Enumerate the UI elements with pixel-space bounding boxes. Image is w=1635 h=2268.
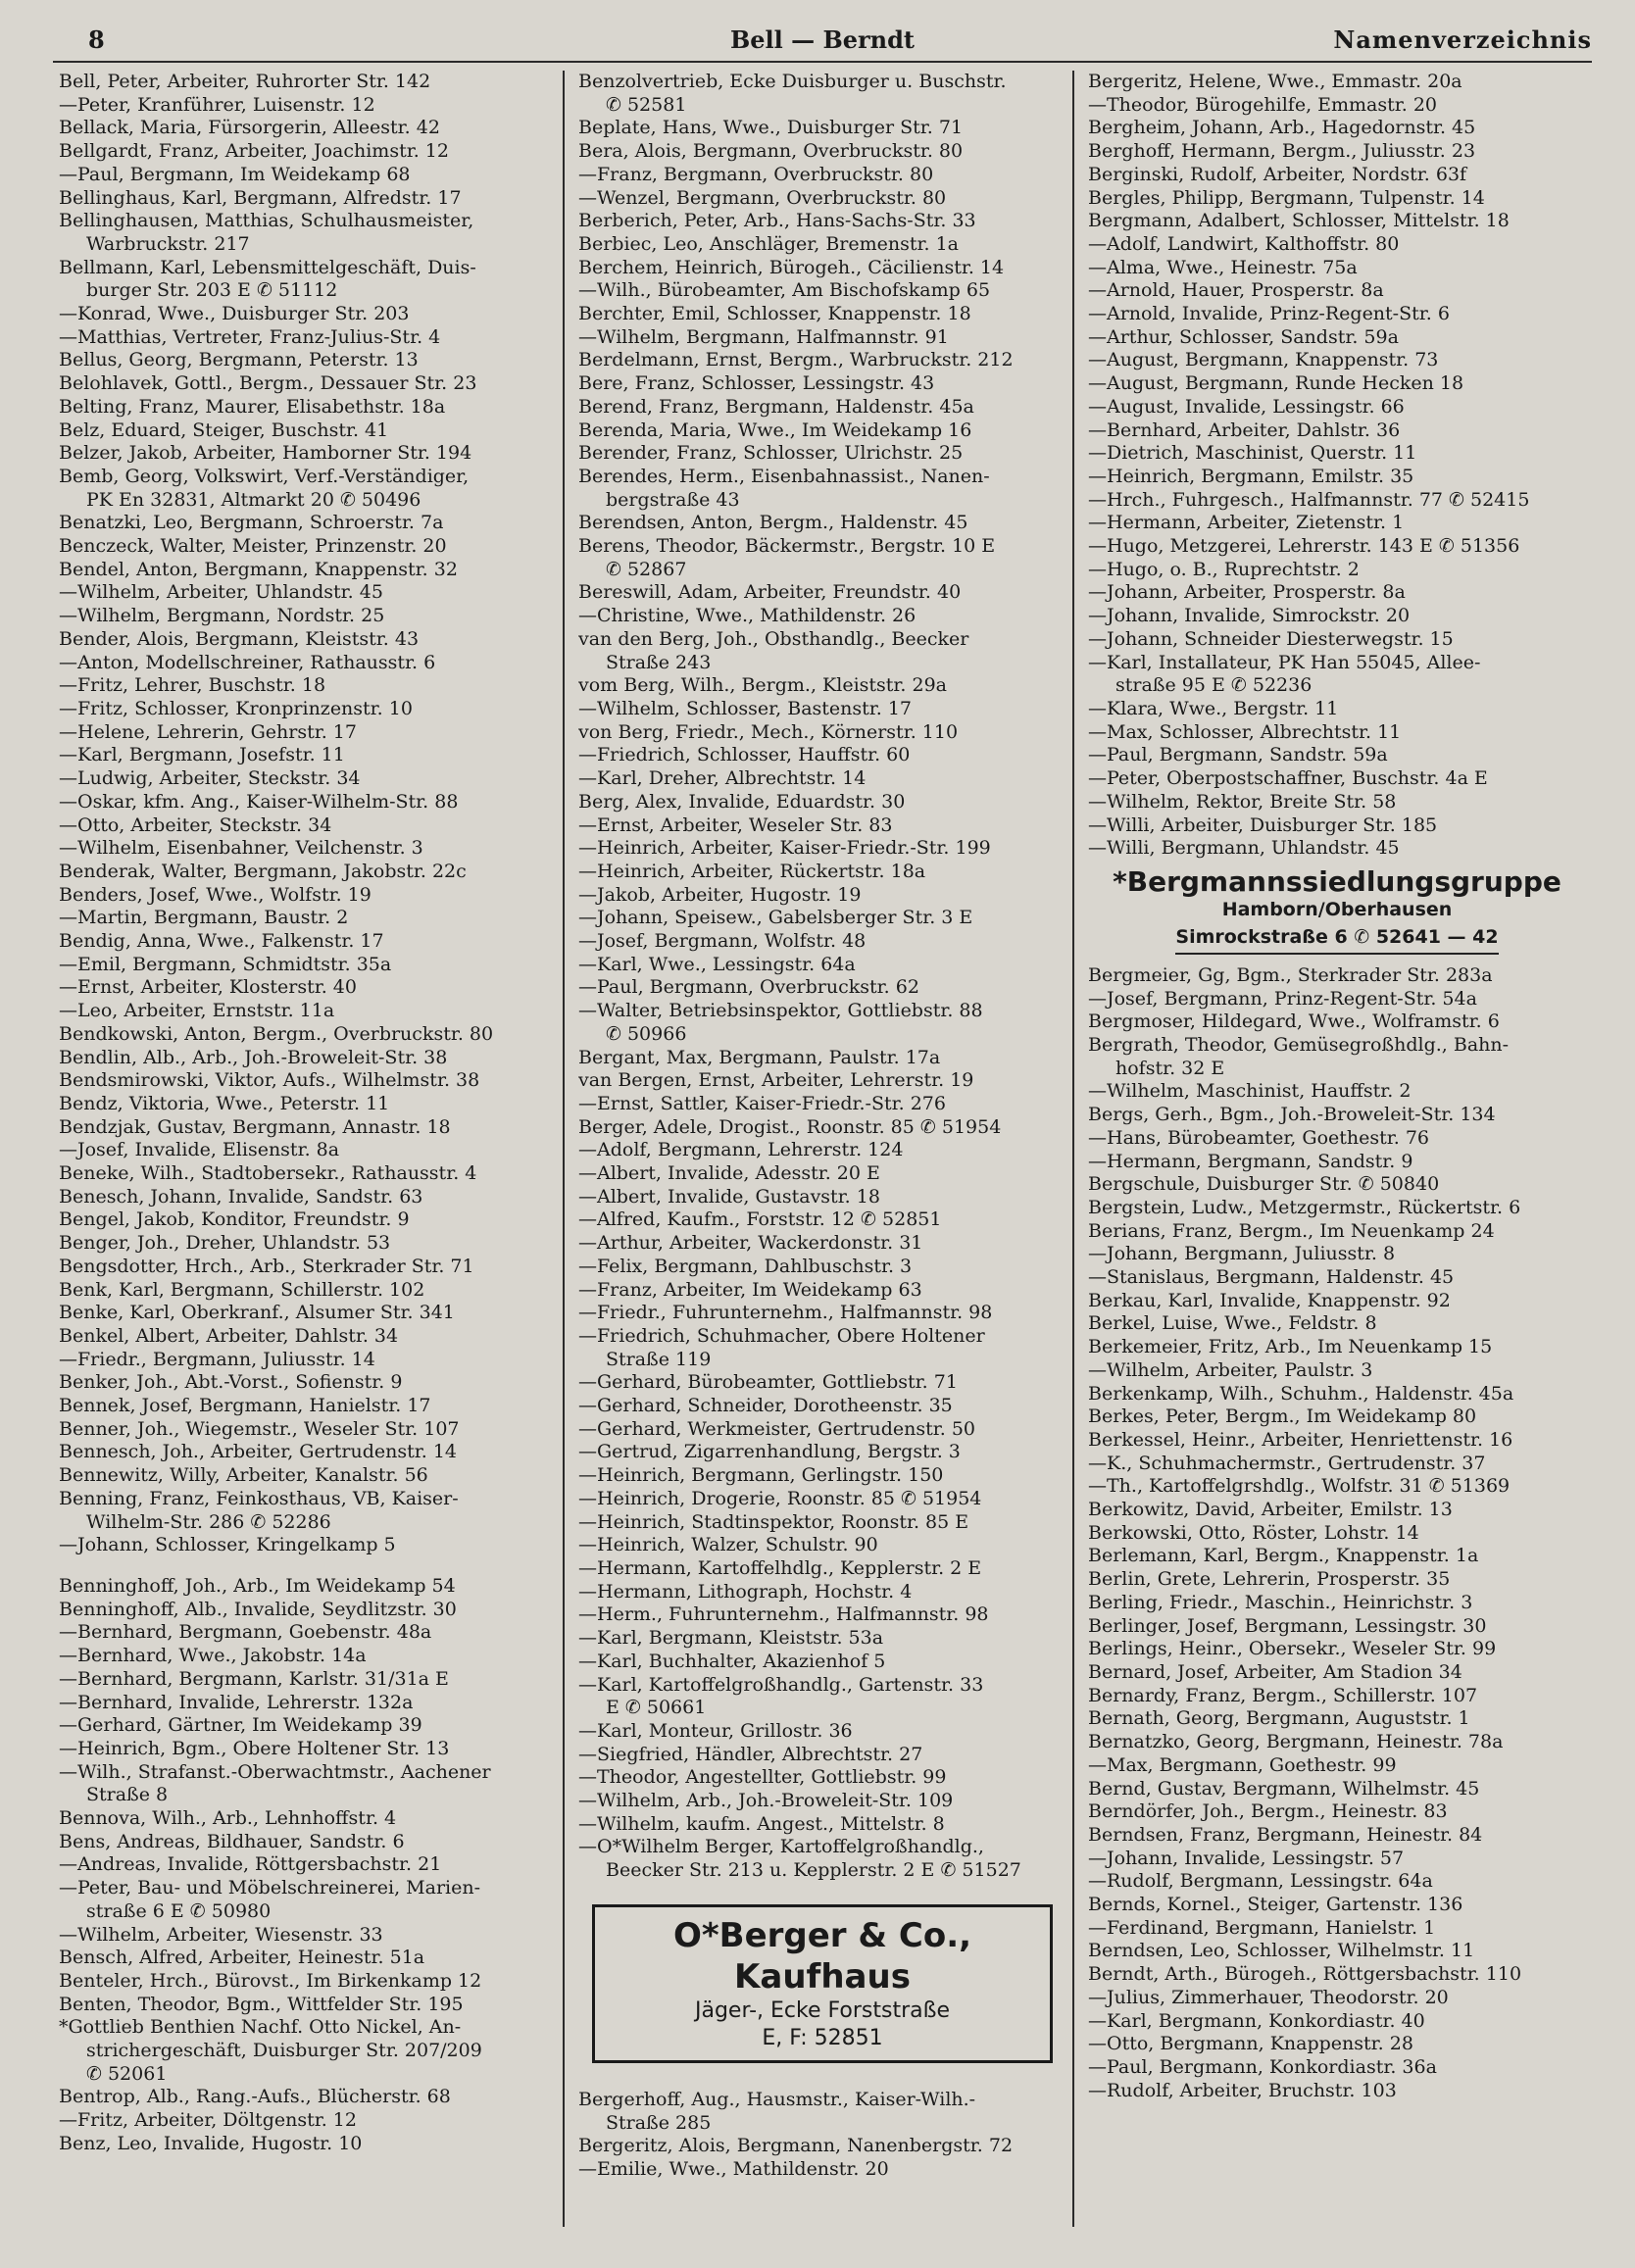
- ad-phone: E, F: 52851: [762, 2025, 883, 2050]
- directory-entry: Benger, Joh., Dreher, Uhlandstr. 53: [59, 1232, 391, 1255]
- columns: [53, 71, 1592, 2227]
- directory-entry: —K., Schuhmachermstr., Gertrudenstr. 37: [1088, 1452, 1486, 1474]
- directory-entry: —Heinrich, Arbeiter, Kaiser-Friedr.-Str. 199: [578, 837, 991, 860]
- directory-entry: Berenda, Maria, Wwe., Im Weidekamp 16: [578, 419, 972, 441]
- directory-entry: Berend, Franz, Bergmann, Haldenstr. 45a: [578, 395, 974, 418]
- directory-entry: Berchem, Heinrich, Bürogeh., Cäcilienstr. 14: [578, 256, 1005, 278]
- directory-entry: Benteler, Hrch., Bürovst., Im Birkenkamp 12: [59, 1969, 482, 1992]
- directory-entry: —Andreas, Invalide, Röttgersbachstr. 21: [59, 1853, 442, 1876]
- directory-entry: Wilhelm-Str. 286 ✆ 52286: [86, 1510, 331, 1533]
- directory-entry: —August, Bergmann, Knappenstr. 73: [1088, 349, 1439, 371]
- directory-entry: Bergles, Philipp, Bergmann, Tulpenstr. 14: [1088, 186, 1485, 209]
- directory-entry: Benz, Leo, Invalide, Hugostr. 10: [59, 2132, 363, 2154]
- directory-entry: —Albert, Invalide, Adesstr. 20 E: [578, 1162, 880, 1185]
- directory-entry: —Johann, Speisew., Gabelsberger Str. 3 E: [578, 907, 973, 929]
- directory-entry: Benninghoff, Joh., Arb., Im Weidekamp 54: [59, 1575, 456, 1597]
- directory-entry: Berians, Franz, Bergm., Im Neuenkamp 24: [1088, 1219, 1495, 1242]
- directory-entry: Bellinghaus, Karl, Bergmann, Alfredstr. 17: [59, 186, 462, 209]
- directory-entry: —Friedrich, Schlosser, Hauffstr. 60: [578, 744, 911, 766]
- directory-entry: —Karl, Wwe., Lessingstr. 64a: [578, 953, 856, 975]
- directory-entry: Straße 243: [606, 651, 712, 673]
- directory-entry: —Wilh., Strafanst.-Oberwachtmstr., Aachener: [59, 1760, 491, 1783]
- header-section-title: Namenverzeichnis: [1333, 25, 1592, 54]
- directory-entry: Berens, Theodor, Bäckermstr., Bergstr. 10 E: [578, 535, 996, 558]
- directory-entry: Berendes, Herm., Eisenbahnassist., Nanen-: [578, 465, 990, 487]
- directory-entry: Bengsdotter, Hrch., Arb., Sterkrader Str. 71: [59, 1255, 474, 1277]
- directory-entry: E ✆ 50661: [606, 1697, 707, 1719]
- bergmannssiedlungsgruppe-ad: [1088, 864, 1586, 955]
- directory-entry: —Peter, Oberpostschaffner, Buschstr. 4a E: [1088, 767, 1488, 790]
- directory-entry: —Hermann, Bergmann, Sandstr. 9: [1088, 1150, 1413, 1172]
- directory-entry: Benke, Karl, Oberkranf., Alsumer Str. 341: [59, 1302, 455, 1324]
- directory-entry: Berberich, Peter, Arb., Hans-Sachs-Str. 33: [578, 210, 976, 232]
- directory-entry: Belohlavek, Gottl., Bergm., Dessauer Str. 23: [59, 372, 477, 395]
- directory-entry: —Ernst, Arbeiter, Weseler Str. 83: [578, 814, 893, 836]
- directory-entry: —Hermann, Kartoffelhdlg., Kepplerstr. 2 E: [578, 1557, 982, 1579]
- directory-entry: Bellus, Georg, Bergmann, Peterstr. 13: [59, 349, 419, 371]
- directory-entry: Bens, Andreas, Bildhauer, Sandstr. 6: [59, 1830, 405, 1852]
- directory-entry: Warbruckstr. 217: [86, 232, 250, 255]
- directory-entry: —Karl, Dreher, Albrechtstr. 14: [578, 767, 867, 790]
- directory-entry: —Wilhelm, Bergmann, Nordstr. 25: [59, 605, 385, 627]
- directory-entry: —Arthur, Schlosser, Sandstr. 59a: [1088, 325, 1399, 348]
- directory-entry: —Adolf, Bergmann, Lehrerstr. 124: [578, 1139, 904, 1161]
- directory-entry: —Ernst, Sattler, Kaiser-Friedr.-Str. 276: [578, 1092, 946, 1114]
- directory-entry: Benderak, Walter, Bergmann, Jakobstr. 22c: [59, 860, 467, 882]
- directory-entry: —Paul, Bergmann, Overbruckstr. 62: [578, 976, 919, 999]
- directory-entry: —Willi, Bergmann, Uhlandstr. 45: [1088, 837, 1400, 860]
- directory-entry: —Konrad, Wwe., Duisburger Str. 203: [59, 303, 410, 325]
- directory-entry: —Alfred, Kaufm., Forststr. 12 ✆ 52851: [578, 1208, 942, 1231]
- directory-entry: Bera, Alois, Bergmann, Overbruckstr. 80: [578, 140, 964, 163]
- directory-entry: Benning, Franz, Feinkosthaus, VB, Kaiser-: [59, 1487, 459, 1509]
- directory-entry: Berkau, Karl, Invalide, Knappenstr. 92: [1088, 1289, 1451, 1311]
- directory-entry: PK En 32831, Altmarkt 20 ✆ 50496: [86, 488, 421, 511]
- directory-entry: Berkel, Luise, Wwe., Feldstr. 8: [1088, 1312, 1377, 1335]
- directory-entry: Berndsen, Leo, Schlosser, Wilhelmstr. 11: [1088, 1940, 1475, 1962]
- directory-entry: Bendz, Viktoria, Wwe., Peterstr. 11: [59, 1092, 390, 1114]
- directory-entry: Bernds, Kornel., Steiger, Gartenstr. 136: [1088, 1894, 1463, 1916]
- directory-entry: —Wilhelm, Eisenbahner, Veilchenstr. 3: [59, 837, 423, 860]
- directory-entry: Benk, Karl, Bergmann, Schillerstr. 102: [59, 1278, 425, 1301]
- directory-entry: —Franz, Bergmann, Overbruckstr. 80: [578, 163, 934, 185]
- directory-entry: Benesch, Johann, Invalide, Sandstr. 63: [59, 1185, 423, 1208]
- directory-entry: —Anton, Modellschreiner, Rathausstr. 6: [59, 651, 436, 673]
- directory-entry: Berndt, Arth., Bürogeh., Röttgersbachstr. 110: [1088, 1963, 1522, 1986]
- directory-entry: —Bernhard, Invalide, Lehrerstr. 132a: [59, 1691, 414, 1713]
- directory-entry: Berendsen, Anton, Bergm., Haldenstr. 45: [578, 512, 968, 534]
- directory-entry: —Johann, Schlosser, Kringelkamp 5: [59, 1534, 396, 1556]
- directory-entry: Berling, Friedr., Maschin., Heinrichstr. 3: [1088, 1591, 1473, 1613]
- directory-entry: —Adolf, Landwirt, Kalthoffstr. 80: [1088, 232, 1400, 255]
- directory-entry: straße 6 E ✆ 50980: [86, 1899, 272, 1922]
- directory-entry: Benzolvertrieb, Ecke Duisburger u. Buschstr.: [578, 71, 1007, 92]
- directory-entry: —Ludwig, Arbeiter, Steckstr. 34: [59, 767, 361, 790]
- directory-entry: vom Berg, Wilh., Bergm., Kleiststr. 29a: [578, 674, 947, 697]
- column-1: [53, 71, 563, 2227]
- directory-entry: —Christine, Wwe., Mathildenstr. 26: [578, 605, 917, 627]
- header-range: Bell — Berndt: [729, 25, 915, 54]
- directory-entry: Bellack, Maria, Fürsorgerin, Alleestr. 42: [59, 117, 440, 139]
- directory-entry: —Herm., Fuhrunternehm., Halfmannstr. 98: [578, 1603, 989, 1626]
- directory-entry: Bengel, Jakob, Konditor, Freundstr. 9: [59, 1208, 410, 1231]
- directory-entry: Bergheim, Johann, Arb., Hagedornstr. 45: [1088, 117, 1476, 139]
- directory-entry: —Gerhard, Bürobeamter, Gottliebstr. 71: [578, 1371, 958, 1394]
- directory-entry: —Paul, Bergmann, Im Weidekamp 68: [59, 163, 411, 185]
- directory-entry: Berginski, Rudolf, Arbeiter, Nordstr. 63f: [1088, 163, 1467, 185]
- directory-entry: —Johann, Invalide, Simrockstr. 20: [1088, 605, 1411, 627]
- directory-entry: —Max, Bergmann, Goethestr. 99: [1088, 1753, 1397, 1776]
- directory-entry: —Hrch., Fuhrgesch., Halfmannstr. 77 ✆ 52415: [1088, 488, 1530, 511]
- directory-entry: —Gerhard, Schneider, Dorotheenstr. 35: [578, 1395, 953, 1417]
- directory-entry: ✆ 52581: [606, 93, 687, 116]
- directory-entry: —Fritz, Schlosser, Kronprinzenstr. 10: [59, 697, 413, 719]
- directory-entry: van Bergen, Ernst, Arbeiter, Lehrerstr. 19: [578, 1069, 974, 1092]
- directory-entry: —Fritz, Lehrer, Buschstr. 18: [59, 674, 326, 697]
- directory-entry: Bergmeier, Gg, Bgm., Sterkrader Str. 283a: [1088, 963, 1493, 986]
- directory-entry: Berkenkamp, Wilh., Schuhm., Haldenstr. 45a: [1088, 1382, 1514, 1405]
- directory-entry: —Josef, Invalide, Elisenstr. 8a: [59, 1139, 340, 1161]
- directory-entry: Berghoff, Hermann, Bergm., Juliusstr. 23: [1088, 140, 1476, 163]
- directory-entry: —Heinrich, Bgm., Obere Holtener Str. 13: [59, 1737, 450, 1759]
- directory-entry: —Heinrich, Bergmann, Emilstr. 35: [1088, 465, 1414, 487]
- directory-entry: Berkemeier, Fritz, Arb., Im Neuenkamp 15: [1088, 1336, 1493, 1358]
- directory-entry: —Willi, Arbeiter, Duisburger Str. 185: [1088, 814, 1438, 836]
- directory-entry: Bernath, Georg, Bergmann, Auguststr. 1: [1088, 1707, 1470, 1730]
- directory-entry: —Bernhard, Arbeiter, Dahlstr. 36: [1088, 419, 1401, 441]
- entry-gap: [59, 1557, 557, 1575]
- directory-entry: Bernatzko, Georg, Bergmann, Heinestr. 78a: [1088, 1731, 1504, 1753]
- directory-entry: Bellinghausen, Matthias, Schulhausmeister,: [59, 210, 474, 232]
- directory-entry: —Siegfried, Händler, Albrechtstr. 27: [578, 1743, 923, 1765]
- directory-entry: —Dietrich, Maschinist, Querstr. 11: [1088, 442, 1417, 465]
- directory-entry: —Paul, Bergmann, Sandstr. 59a: [1088, 744, 1388, 766]
- directory-entry: —Peter, Bau- und Möbelschreinerei, Marien-: [59, 1877, 481, 1899]
- page-number: 8: [88, 25, 105, 54]
- directory-entry: —Helene, Lehrerin, Gehrstr. 17: [59, 720, 357, 743]
- directory-entry: —Wilh., Bürobeamter, Am Bischofskamp 65: [578, 279, 991, 302]
- ad-title: O*Berger & Co., Kaufhaus: [672, 1915, 972, 1997]
- directory-entry: —Wilhelm, Schlosser, Bastenstr. 17: [578, 697, 913, 719]
- directory-entry: Benker, Joh., Abt.-Vorst., Sofienstr. 9: [59, 1371, 403, 1394]
- directory-entry: —Gertrud, Zigarrenhandlung, Bergstr. 3: [578, 1441, 961, 1463]
- directory-entry: —Martin, Bergmann, Baustr. 2: [59, 907, 349, 929]
- directory-entry: —Matthias, Vertreter, Franz-Julius-Str. 4: [59, 325, 441, 348]
- directory-entry: Berndörfer, Joh., Bergm., Heinestr. 83: [1088, 1800, 1448, 1823]
- directory-entry: Benczeck, Walter, Meister, Prinzenstr. 20: [59, 535, 447, 558]
- directory-entry: —Friedrich, Schuhmacher, Obere Holtener: [578, 1324, 985, 1347]
- directory-entry: —Wenzel, Bergmann, Overbruckstr. 80: [578, 186, 947, 209]
- directory-entry: Berlinger, Josef, Bergmann, Lessingstr. 30: [1088, 1614, 1487, 1637]
- directory-entry: —Karl, Bergmann, Josefstr. 11: [59, 744, 345, 766]
- directory-entry: —Johann, Schneider Diesterwegstr. 15: [1088, 627, 1454, 650]
- directory-entry: —Gerhard, Gärtner, Im Weidekamp 39: [59, 1714, 422, 1737]
- directory-entry: —Alma, Wwe., Heinestr. 75a: [1088, 256, 1358, 278]
- directory-entry: Belting, Franz, Maurer, Elisabethstr. 18a: [59, 395, 446, 418]
- directory-entry: —Leo, Arbeiter, Ernststr. 11a: [59, 1000, 335, 1022]
- directory-entry: Bereswill, Adam, Arbeiter, Freundstr. 40: [578, 581, 962, 604]
- directory-entry: —Wilhelm, Bergmann, Halfmannstr. 91: [578, 325, 949, 348]
- directory-entry: burger Str. 203 E ✆ 51112: [86, 279, 338, 302]
- directory-entry: Bendlin, Alb., Arb., Joh.-Broweleit-Str. 38: [59, 1046, 448, 1068]
- directory-entry: Bendsmirowski, Viktor, Aufs., Wilhelmstr. 38: [59, 1069, 480, 1092]
- directory-entry: Bergmann, Adalbert, Schlosser, Mittelstr. 18: [1088, 210, 1510, 232]
- directory-entry: ✆ 50966: [606, 1022, 687, 1045]
- directory-entry: —Josef, Bergmann, Prinz-Regent-Str. 54a: [1088, 987, 1477, 1010]
- directory-entry: —Wilhelm, Maschinist, Hauffstr. 2: [1088, 1080, 1412, 1103]
- directory-entry: —Jakob, Arbeiter, Hugostr. 19: [578, 883, 862, 906]
- ad-location: Hamborn/Oberhausen: [1221, 898, 1453, 920]
- directory-entry: Bernd, Gustav, Bergmann, Wilhelmstr. 45: [1088, 1777, 1480, 1800]
- directory-entry: Berkessel, Heinr., Arbeiter, Henriettenstr. 16: [1088, 1428, 1513, 1451]
- directory-entry: Berkowski, Otto, Röster, Lohstr. 14: [1088, 1521, 1419, 1544]
- directory-entry: —Karl, Buchhalter, Akazienhof 5: [578, 1650, 886, 1672]
- directory-entry: —Karl, Bergmann, Konkordiastr. 40: [1088, 2009, 1425, 2032]
- directory-entry: —Bernhard, Wwe., Jakobstr. 14a: [59, 1645, 367, 1667]
- directory-entry: —Heinrich, Bergmann, Gerlingstr. 150: [578, 1464, 944, 1487]
- directory-entry: Bergrath, Theodor, Gemüsegroßhdlg., Bahn-: [1088, 1034, 1510, 1057]
- directory-entry: Benders, Josef, Wwe., Wolfstr. 19: [59, 883, 372, 906]
- directory-entry: bergstraße 43: [606, 488, 740, 511]
- directory-entry: —Julius, Zimmerhauer, Theodorstr. 20: [1088, 1986, 1449, 2008]
- column-3: [1072, 71, 1592, 2227]
- directory-entry: —August, Bergmann, Runde Hecken 18: [1088, 372, 1464, 395]
- directory-entry: Bergeritz, Helene, Wwe., Emmastr. 20a: [1088, 71, 1462, 92]
- directory-entry: Bennova, Wilh., Arb., Lehnhoffstr. 4: [59, 1807, 397, 1830]
- berger-kaufhaus-ad: [592, 1904, 1053, 2063]
- directory-entry: —Max, Schlosser, Albrechtstr. 11: [1088, 720, 1402, 743]
- directory-entry: —Peter, Kranführer, Luisenstr. 12: [59, 93, 375, 116]
- column-2: [563, 71, 1072, 2227]
- directory-entry: —August, Invalide, Lessingstr. 66: [1088, 395, 1405, 418]
- directory-entry: —O*Wilhelm Berger, Kartoffelgroßhandlg.,: [578, 1836, 984, 1858]
- directory-entry: Bemb, Georg, Volkswirt, Verf.-Verständiger,: [59, 465, 470, 487]
- directory-entry: —Friedr., Bergmann, Juliusstr. 14: [59, 1348, 375, 1370]
- directory-entry: Berlemann, Karl, Bergm., Knappenstr. 1a: [1088, 1545, 1479, 1567]
- directory-entry: Benner, Joh., Wiegemstr., Weseler Str. 107: [59, 1417, 460, 1440]
- directory-entry: —Wilhelm, Arb., Joh.-Broweleit-Str. 109: [578, 1790, 954, 1812]
- directory-entry: Bensch, Alfred, Arbeiter, Heinestr. 51a: [59, 1947, 425, 1969]
- directory-entry: *Gottlieb Benthien Nachf. Otto Nickel, An-: [59, 2016, 462, 2039]
- directory-entry: —Oskar, kfm. Ang., Kaiser-Wilhelm-Str. 88: [59, 790, 459, 813]
- directory-entry: Bergs, Gerh., Bgm., Joh.-Broweleit-Str. 134: [1088, 1104, 1496, 1126]
- directory-entry: —Bernhard, Bergmann, Goebenstr. 48a: [59, 1621, 432, 1644]
- directory-entry: —Felix, Bergmann, Dahlbuschstr. 3: [578, 1255, 913, 1277]
- ad-address: Simrockstraße 6 ✆ 52641 — 42: [1175, 923, 1498, 955]
- directory-entry: Bergeritz, Alois, Bergmann, Nanenbergstr. 72: [578, 2135, 1014, 2157]
- directory-entry: ✆ 52867: [606, 558, 687, 580]
- directory-entry: —Hugo, o. B., Ruprechtstr. 2: [1088, 558, 1360, 580]
- directory-entry: Benkel, Albert, Arbeiter, Dahlstr. 34: [59, 1324, 399, 1347]
- directory-entry: —Theodor, Bürogehilfe, Emmastr. 20: [1088, 93, 1438, 116]
- directory-entry: straße 95 E ✆ 52236: [1115, 674, 1313, 697]
- directory-entry: —Th., Kartoffelgrshdlg., Wolfstr. 31 ✆ 51369: [1088, 1475, 1511, 1498]
- directory-entry: —Heinrich, Drogerie, Roonstr. 85 ✆ 51954: [578, 1487, 982, 1509]
- directory-entry: Bergant, Max, Bergmann, Paulstr. 17a: [578, 1046, 941, 1068]
- directory-entry: —Wilhelm, Rektor, Breite Str. 58: [1088, 790, 1397, 813]
- directory-entry: Straße 8: [86, 1784, 169, 1806]
- directory-entry: —Ernst, Arbeiter, Klosterstr. 40: [59, 976, 357, 999]
- directory-entry: —Wilhelm, Arbeiter, Paulstr. 3: [1088, 1358, 1373, 1381]
- directory-entry: —Paul, Bergmann, Konkordiastr. 36a: [1088, 2055, 1437, 2078]
- directory-entry: —Hermann, Lithograph, Hochstr. 4: [578, 1580, 913, 1602]
- directory-entry: Benten, Theodor, Bgm., Wittfelder Str. 195: [59, 1993, 464, 2015]
- directory-entry: —Theodor, Angestellter, Gottliebstr. 99: [578, 1766, 947, 1789]
- directory-entry: —Emil, Bergmann, Schmidtstr. 35a: [59, 953, 392, 975]
- directory-entry: —Karl, Installateur, PK Han 55045, Allee-: [1088, 651, 1481, 673]
- directory-entry: Berdelmann, Ernst, Bergm., Warbruckstr. 212: [578, 349, 1014, 371]
- directory-entry: —Karl, Kartoffelgroßhandlg., Gartenstr. 33: [578, 1673, 984, 1696]
- directory-entry: Berkes, Peter, Bergm., Im Weidekamp 80: [1088, 1405, 1477, 1428]
- directory-entry: strichergeschäft, Duisburger Str. 207/209: [86, 2040, 482, 2062]
- directory-entry: Bendig, Anna, Wwe., Falkenstr. 17: [59, 930, 384, 953]
- directory-entry: —Friedr., Fuhrunternehm., Halfmannstr. 98: [578, 1302, 993, 1324]
- directory-entry: Berchter, Emil, Schlosser, Knappenstr. 18: [578, 303, 971, 325]
- directory-entry: Berndsen, Franz, Bergmann, Heinestr. 84: [1088, 1823, 1483, 1846]
- directory-entry: Bendkowski, Anton, Bergm., Overbruckstr. 80: [59, 1022, 494, 1045]
- directory-entry: Berlin, Grete, Lehrerin, Prosperstr. 35: [1088, 1568, 1451, 1591]
- directory-entry: van den Berg, Joh., Obsthandlg., Beecker: [578, 627, 969, 650]
- directory-entry: —Otto, Bergmann, Knappenstr. 28: [1088, 2033, 1413, 2055]
- directory-entry: —Ferdinand, Bergmann, Hanielstr. 1: [1088, 1916, 1436, 1939]
- page-header: [53, 22, 1592, 63]
- directory-entry: —Bernhard, Bergmann, Karlstr. 31/31a E: [59, 1667, 449, 1690]
- directory-entry: —Josef, Bergmann, Wolfstr. 48: [578, 930, 867, 953]
- directory-entry: —Arthur, Arbeiter, Wackerdonstr. 31: [578, 1232, 923, 1255]
- directory-entry: —Walter, Betriebsinspektor, Gottliebstr. 88: [578, 1000, 983, 1022]
- directory-entry: —Heinrich, Walzer, Schulstr. 90: [578, 1534, 878, 1556]
- directory-entry: —Wilhelm, Arbeiter, Wiesenstr. 33: [59, 1923, 383, 1946]
- directory-entry: —Rudolf, Arbeiter, Bruchstr. 103: [1088, 2079, 1397, 2101]
- directory-entry: —Johann, Invalide, Lessingstr. 57: [1088, 1847, 1405, 1869]
- directory-entry: Berger, Adele, Drogist., Roonstr. 85 ✆ 51954: [578, 1115, 1002, 1138]
- directory-entry: Bergschule, Duisburger Str. ✆ 50840: [1088, 1173, 1440, 1196]
- directory-entry: Bergstein, Ludw., Metzgermstr., Rückertstr. 6: [1088, 1196, 1521, 1218]
- directory-entry: Bell, Peter, Arbeiter, Ruhrorter Str. 142: [59, 71, 431, 92]
- directory-entry: Belz, Eduard, Steiger, Buschstr. 41: [59, 419, 389, 441]
- directory-entry: hofstr. 32 E: [1115, 1057, 1225, 1079]
- directory-entry: —Gerhard, Werkmeister, Gertrudenstr. 50: [578, 1417, 975, 1440]
- directory-entry: —Emilie, Wwe., Mathildenstr. 20: [578, 2157, 889, 2180]
- directory-entry: —Hans, Bürobeamter, Goethestr. 76: [1088, 1126, 1430, 1149]
- directory-entry: Benninghoff, Alb., Invalide, Seydlitzstr. 30: [59, 1598, 457, 1620]
- directory-entry: —Klara, Wwe., Bergstr. 11: [1088, 697, 1339, 719]
- directory-entry: Bellmann, Karl, Lebensmittelgeschäft, Duis-: [59, 256, 476, 278]
- directory-entry: —Otto, Arbeiter, Steckstr. 34: [59, 814, 332, 836]
- directory-entry: —Rudolf, Bergmann, Lessingstr. 64a: [1088, 1870, 1433, 1893]
- directory-entry: Beecker Str. 213 u. Kepplerstr. 2 E ✆ 51527: [606, 1859, 1021, 1882]
- directory-entry: von Berg, Friedr., Mech., Körnerstr. 110: [578, 720, 959, 743]
- directory-entry: —Heinrich, Stadtinspektor, Roonstr. 85 E: [578, 1510, 969, 1533]
- ad-address: Jäger-, Ecke Forststraße: [695, 1997, 950, 2023]
- directory-entry: —Karl, Bergmann, Kleiststr. 53a: [578, 1627, 884, 1650]
- directory-entry: —Wilhelm, Arbeiter, Uhlandstr. 45: [59, 581, 383, 604]
- directory-entry: Berbiec, Leo, Anschläger, Bremenstr. 1a: [578, 232, 960, 255]
- directory-entry: Bergerhoff, Aug., Hausmstr., Kaiser-Wilh.-: [578, 2088, 976, 2110]
- directory-entry: Bere, Franz, Schlosser, Lessingstr. 43: [578, 372, 935, 395]
- directory-entry: Berg, Alex, Invalide, Eduardstr. 30: [578, 790, 906, 813]
- directory-entry: Bernardy, Franz, Bergm., Schillerstr. 107: [1088, 1684, 1478, 1706]
- directory-entry: Beplate, Hans, Wwe., Duisburger Str. 71: [578, 117, 964, 139]
- directory-entry: Bergmoser, Hildegard, Wwe., Wolframstr. 6: [1088, 1011, 1500, 1033]
- directory-entry: —Heinrich, Arbeiter, Rückertstr. 18a: [578, 860, 926, 882]
- directory-entry: Bernard, Josef, Arbeiter, Am Stadion 34: [1088, 1661, 1462, 1683]
- directory-entry: Bennewitz, Willy, Arbeiter, Kanalstr. 56: [59, 1464, 428, 1487]
- directory-entry: —Franz, Arbeiter, Im Weidekamp 63: [578, 1278, 922, 1301]
- directory-entry: —Stanislaus, Bergmann, Haldenstr. 45: [1088, 1266, 1455, 1289]
- directory-entry: —Fritz, Arbeiter, Döltgenstr. 12: [59, 2109, 357, 2132]
- directory-entry: Straße 285: [606, 2111, 712, 2134]
- directory-entry: —Wilhelm, kaufm. Angest., Mittelstr. 8: [578, 1812, 945, 1835]
- directory-entry: —Hermann, Arbeiter, Zietenstr. 1: [1088, 512, 1405, 534]
- directory-entry: Bender, Alois, Bergmann, Kleiststr. 43: [59, 627, 420, 650]
- directory-entry: —Karl, Monteur, Grillostr. 36: [578, 1719, 853, 1742]
- directory-entry: Straße 119: [606, 1348, 712, 1370]
- directory-entry: Benatzki, Leo, Bergmann, Schroerstr. 7a: [59, 512, 444, 534]
- directory-entry: —Arnold, Hauer, Prosperstr. 8a: [1088, 279, 1384, 302]
- directory-entry: ✆ 52061: [86, 2062, 168, 2085]
- directory-entry: —Arnold, Invalide, Prinz-Regent-Str. 6: [1088, 303, 1450, 325]
- ad-title: *Bergmannssiedlungsgruppe: [1113, 864, 1561, 898]
- directory-entry: Bendzjak, Gustav, Bergmann, Annastr. 18: [59, 1115, 451, 1138]
- directory-entry: —Albert, Invalide, Gustavstr. 18: [578, 1185, 880, 1208]
- directory-entry: Bendel, Anton, Bergmann, Knappenstr. 32: [59, 558, 458, 580]
- directory-entry: —Johann, Arbeiter, Prosperstr. 8a: [1088, 581, 1406, 604]
- directory-entry: —Hugo, Metzgerei, Lehrerstr. 143 E ✆ 51356: [1088, 535, 1520, 558]
- directory-entry: —Johann, Bergmann, Juliusstr. 8: [1088, 1243, 1396, 1265]
- directory-entry: Berender, Franz, Schlosser, Ulrichstr. 25: [578, 442, 964, 465]
- directory-entry: Bennesch, Joh., Arbeiter, Gertrudenstr. 14: [59, 1441, 458, 1463]
- directory-entry: Berkowitz, David, Arbeiter, Emilstr. 13: [1088, 1499, 1453, 1521]
- directory-entry: Bentrop, Alb., Rang.-Aufs., Blücherstr. 68: [59, 2086, 451, 2108]
- directory-entry: Beneke, Wilh., Stadtobersekr., Rathausstr. 4: [59, 1162, 477, 1185]
- directory-entry: Belzer, Jakob, Arbeiter, Hamborner Str. 194: [59, 442, 472, 465]
- directory-entry: Berlings, Heinr., Obersekr., Weseler Str. 99: [1088, 1638, 1497, 1660]
- directory-entry: Bellgardt, Franz, Arbeiter, Joachimstr. 12: [59, 140, 449, 163]
- directory-entry: Bennek, Josef, Bergmann, Hanielstr. 17: [59, 1395, 431, 1417]
